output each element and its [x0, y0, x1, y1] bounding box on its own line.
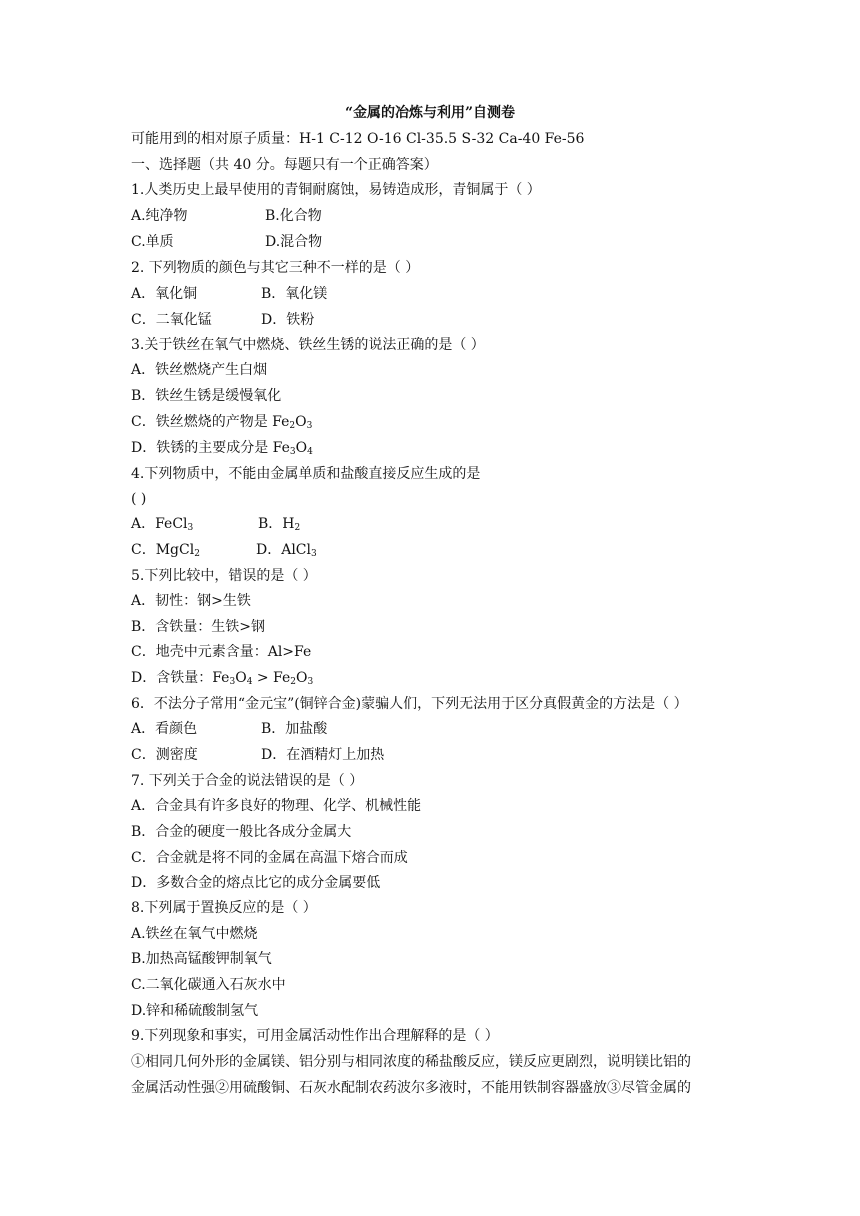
question-5-stem: 5.下列比较中，错误的是（ ）	[131, 568, 317, 584]
option-text: O	[295, 440, 308, 456]
question-3-option-b: B．铁丝生锈是缓慢氧化	[131, 388, 282, 404]
question-6-options-row-1	[131, 719, 328, 739]
question-7-stem: 7. 下列关于合金的说法错误的是（ ）	[131, 773, 364, 789]
question-4-options-row-2	[131, 540, 317, 560]
option-a: A．看颜色	[131, 721, 198, 737]
option-c	[131, 542, 200, 558]
option-b: B．氧化镁	[261, 286, 328, 302]
subscript: 3	[307, 677, 314, 687]
subscript: 2	[194, 549, 200, 559]
option-d: D.混合物	[265, 234, 323, 250]
option-c: C．二氧化锰	[131, 312, 212, 328]
question-8-stem: 8.下列属于置换反应的是（ ）	[131, 900, 317, 916]
atomic-masses-line: 可能用到的相对原子质量：H-1 C-12 O-16 Cl-35.5 S-32 Ca-40 Fe-56	[131, 131, 585, 147]
option-text: D．铁锈的主要成分是 Fe	[131, 440, 290, 456]
option-text: O	[295, 414, 307, 430]
subscript: 4	[246, 677, 253, 687]
option-c: C．测密度	[131, 747, 198, 763]
option-text: > Fe	[252, 670, 291, 686]
question-8-option-a: A.铁丝在氧气中燃烧	[131, 926, 258, 942]
question-8-option-b: B.加热高锰酸钾制氧气	[131, 951, 272, 967]
question-1-options-row-1	[131, 206, 322, 226]
option-b	[258, 514, 300, 534]
question-2-stem: 2. 下列物质的颜色与其它三种不一样的是（ ）	[131, 260, 420, 276]
option-b: B．加盐酸	[261, 721, 328, 737]
question-7-option-c: C．合金就是将不同的金属在高温下熔合而成	[131, 850, 408, 866]
subscript: 2	[294, 523, 301, 533]
subscript: 3	[187, 523, 194, 533]
question-5-option-c: C．地壳中元素含量：Al>Fe	[131, 644, 312, 660]
question-4-stem: 4.下列物质中，不能由金属单质和盐酸直接反应生成的是	[131, 466, 481, 482]
question-4-options-row-1	[131, 514, 301, 534]
option-text: O	[235, 670, 247, 686]
option-d: D．铁粉	[261, 312, 315, 328]
question-3-stem: 3.关于铁丝在氧气中燃烧、铁丝生锈的说法正确的是（ ）	[131, 337, 485, 353]
question-6-options-row-2	[131, 745, 385, 765]
subscript: 3	[229, 677, 236, 687]
option-d	[256, 540, 317, 560]
subscript: 4	[307, 447, 313, 457]
question-8-option-c: C.二氧化碳通入石灰水中	[131, 977, 286, 993]
option-text: D．含铁量：Fe	[131, 670, 230, 686]
option-text: C．铁丝燃烧的产物是 Fe	[131, 414, 290, 430]
subscript: 3	[306, 421, 313, 431]
option-text: A．FeCl	[131, 516, 188, 532]
option-a: A.纯净物	[131, 208, 188, 224]
question-9-text-line-1: ①相同几何外形的金属镁、铝分别与相同浓度的稀盐酸反应，镁反应更剧烈，说明镁比铝的	[131, 1054, 691, 1070]
option-d: D．在酒精灯上加热	[261, 747, 385, 763]
question-8-option-d: D.锌和稀硫酸制氢气	[131, 1003, 259, 1019]
question-6-stem: 6．不法分子常用“金元宝”(铜锌合金)蒙骗人们，下列无法用于区分真假黄金的方法是（ ）	[131, 696, 688, 712]
question-3-option-c	[131, 412, 312, 432]
page-title: “金属的冶炼与利用”自测卷	[344, 105, 516, 121]
question-3-option-a: A．铁丝燃烧产生白烟	[131, 362, 268, 378]
option-text: B．H	[258, 516, 295, 532]
question-7-option-b: B．合金的硬度一般比各成分金属大	[131, 824, 352, 840]
question-5-option-b: B．含铁量：生铁>钢	[131, 619, 266, 635]
subscript: 3	[311, 549, 317, 559]
question-5-option-d	[131, 668, 313, 688]
option-c: C.单质	[131, 234, 174, 250]
question-1-stem: 1.人类历史上最早使用的青铜耐腐蚀，易铸造成形，青铜属于（ ）	[131, 182, 541, 198]
question-2-options-row-1	[131, 284, 328, 304]
question-9-text-line-2: 金属活动性强②用硫酸铜、石灰水配制农药波尔多液时，不能用铁制容器盛放③尽管金属的	[131, 1080, 691, 1096]
question-9-stem: 9.下列现象和事实，可用金属活动性作出合理解释的是（ ）	[131, 1028, 499, 1044]
option-text: D．AlCl	[256, 542, 312, 558]
question-5-option-a: A．韧性：钢>生铁	[131, 593, 251, 609]
question-4-paren: ( )	[131, 491, 147, 507]
question-2-options-row-2	[131, 310, 315, 330]
option-text: O	[296, 670, 308, 686]
option-b: B.化合物	[265, 208, 322, 224]
subscript: 3	[289, 447, 296, 457]
option-a: A．氧化铜	[131, 286, 198, 302]
question-3-option-d	[131, 438, 313, 458]
subscript: 2	[290, 677, 297, 687]
subscript: 2	[289, 421, 296, 431]
question-7-option-d: D．多数合金的熔点比它的成分金属要低	[131, 875, 381, 891]
question-1-options-row-2	[131, 232, 323, 252]
section-heading: 一、选择题（共 40 分。每题只有一个正确答案）	[131, 157, 438, 173]
question-7-option-a: A．合金具有许多良好的物理、化学、机械性能	[131, 798, 422, 814]
option-a	[131, 516, 193, 532]
option-text: C．MgCl	[131, 542, 195, 558]
